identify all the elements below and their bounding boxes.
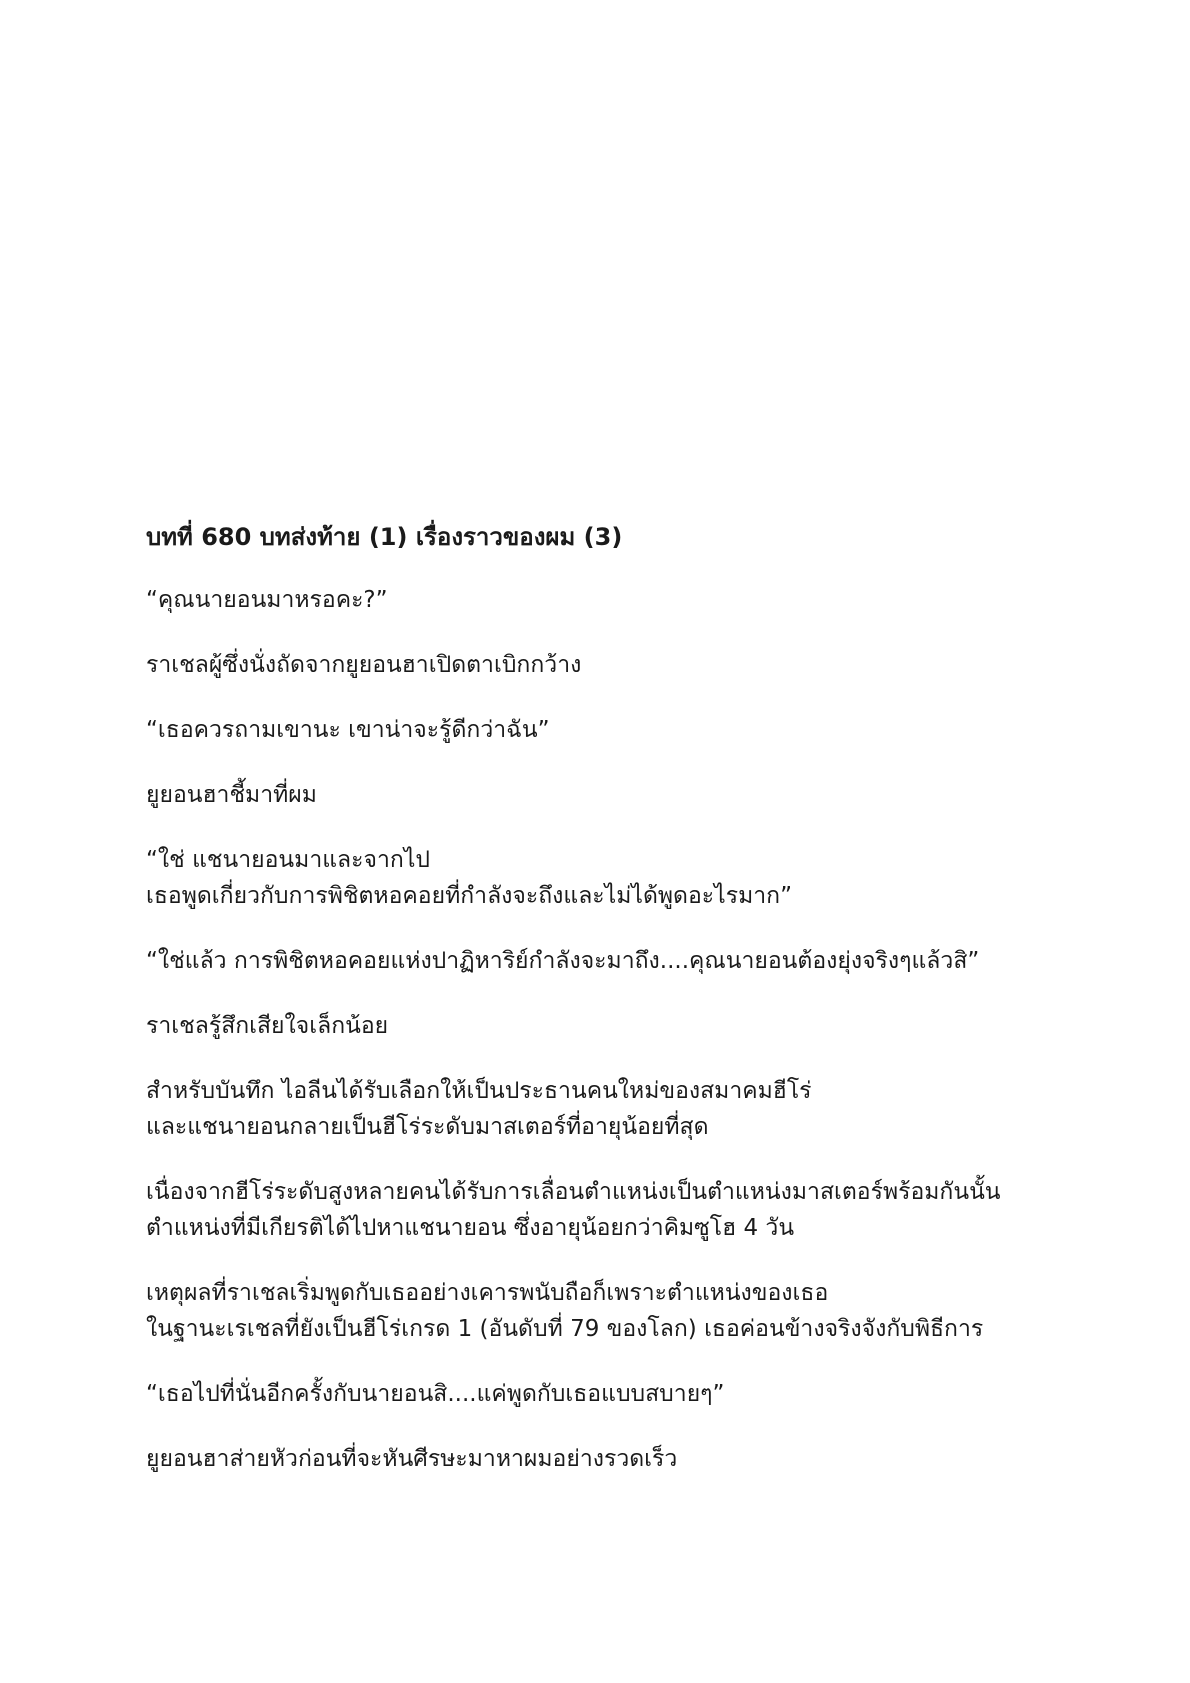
document-page <box>146 520 1066 1506</box>
paragraph <box>146 1376 1066 1412</box>
text-line: เธอพูดเกี่ยวกับการพิชิตหอคอยที่กำลังจะถึงและไม่ได้พูดอะไรมาก” <box>146 883 792 909</box>
paragraph <box>146 1174 1066 1246</box>
paragraph <box>146 1073 1066 1145</box>
text-line: และแชนายอนกลายเป็นฮีโร่ระดับมาสเตอร์ที่อายุน้อยที่สุด <box>146 1114 709 1140</box>
text-line: ราเชลผู้ซึ่งนั่งถัดจากยูยอนฮาเปิดตาเบิกกว้าง <box>146 652 582 678</box>
text-line: ตำแหน่งที่มีเกียรติได้ไปหาแชนายอน ซึ่งอายุน้อยกว่าคิมซูโฮ 4 วัน <box>146 1215 795 1241</box>
text-line: ในฐานะเรเชลที่ยังเป็นฮีโร่เกรด 1 (อันดับที่ 79 ของโลก) เธอค่อนข้างจริงจังกับพิธีการ <box>146 1316 984 1342</box>
chapter-title: บทที่ 680 บทส่งท้าย (1) เรื่องราวของผม (3) <box>146 523 623 551</box>
paragraph <box>146 582 1066 618</box>
text-line: สำหรับบันทึก ไอลีนได้รับเลือกให้เป็นประธานคนใหม่ของสมาคมฮีโร่ <box>146 1078 812 1104</box>
paragraph <box>146 647 1066 683</box>
text-line: “คุณนายอนมาหรอคะ?” <box>146 587 388 613</box>
paragraph <box>146 1008 1066 1044</box>
paragraph <box>146 712 1066 748</box>
text-line: เนื่องจากฮีโร่ระดับสูงหลายคนได้รับการเลื่อนตำแหน่งเป็นตำแหน่งมาสเตอร์พร้อมกันนั้น <box>146 1179 1001 1205</box>
text-line: เหตุผลที่ราเชลเริ่มพูดกับเธออย่างเคารพนับถือก็เพราะตำแหน่งของเธอ <box>146 1280 829 1306</box>
text-line: ยูยอนฮาชี้มาที่ผม <box>146 782 317 808</box>
paragraph <box>146 842 1066 914</box>
paragraph <box>146 1441 1066 1477</box>
text-line: “เธอควรถามเขานะ เขาน่าจะรู้ดีกว่าฉัน” <box>146 717 550 743</box>
paragraph <box>146 943 1066 979</box>
text-line: “เธอไปที่นั่นอีกครั้งกับนายอนสิ....แค่พูดกับเธอแบบสบายๆ” <box>146 1381 725 1407</box>
paragraph <box>146 777 1066 813</box>
paragraph <box>146 1275 1066 1347</box>
text-line: “ใช่แล้ว การพิชิตหอคอยแห่งปาฏิหาริย์กำลังจะมาถึง....คุณนายอนต้องยุ่งจริงๆแล้วสิ” <box>146 948 980 974</box>
text-line: ราเชลรู้สึกเสียใจเล็กน้อย <box>146 1013 389 1039</box>
text-line: “ใช่ แชนายอนมาและจากไป <box>146 847 430 873</box>
text-line: ยูยอนฮาส่ายหัวก่อนที่จะหันศีรษะมาหาผมอย่างรวดเร็ว <box>146 1446 678 1472</box>
